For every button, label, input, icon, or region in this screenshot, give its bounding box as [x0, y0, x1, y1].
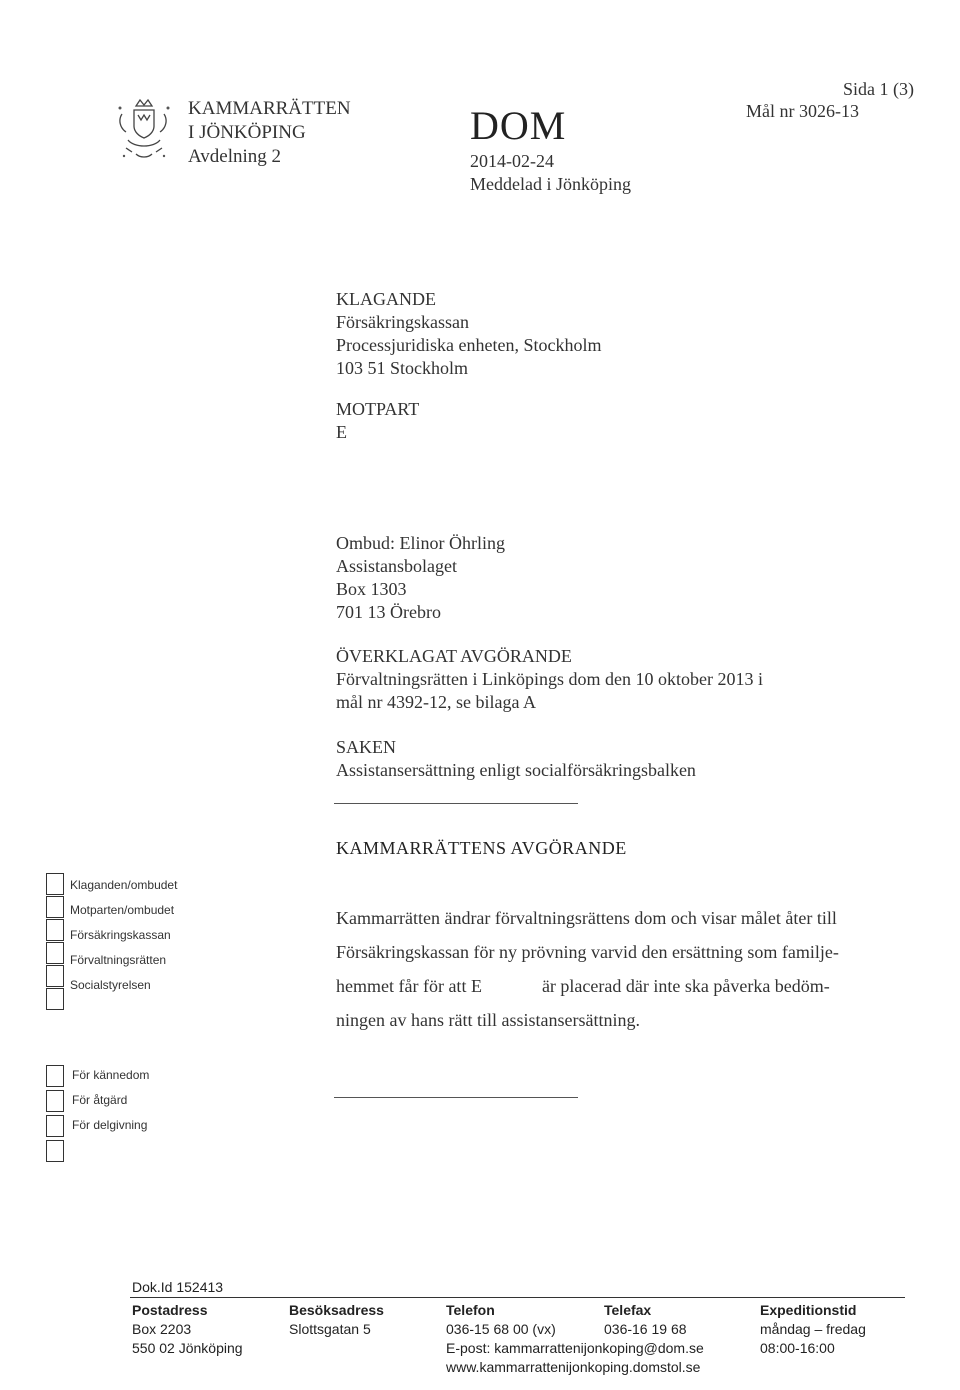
distribution-label: Socialstyrelsen — [70, 978, 151, 992]
divider-line — [334, 1097, 578, 1098]
ombud-line: Ombud: Elinor Öhrling — [336, 533, 505, 553]
saken-section — [336, 736, 696, 782]
checkbox-empty[interactable] — [46, 988, 64, 1010]
expeditionstid-line: måndag – fredag — [760, 1321, 866, 1337]
checkbox-klaganden[interactable] — [46, 873, 64, 895]
distribution-label: För kännedom — [72, 1068, 150, 1082]
footer-telefax — [604, 1301, 687, 1339]
footer-postadress — [132, 1301, 243, 1358]
distribution-label: Förvaltningsrätten — [70, 953, 167, 967]
distribution-label: Försäkringskassan — [70, 928, 171, 942]
avgorande-line: ningen av hans rätt till assistansersättning. — [336, 1010, 640, 1030]
overklagat-heading: ÖVERKLAGAT AVGÖRANDE — [336, 646, 572, 666]
motpart-name: E — [336, 422, 347, 442]
expeditionstid-line: 08:00-16:00 — [760, 1340, 835, 1356]
distribution-label: För åtgärd — [72, 1093, 128, 1107]
ombud-line: 701 13 Örebro — [336, 602, 441, 622]
document-id: Dok.Id 152413 — [132, 1279, 224, 1295]
checkbox-for-atgard[interactable] — [46, 1090, 64, 1112]
case-number: Mål nr 3026-13 — [746, 101, 859, 121]
court-name-line2: I JÖNKÖPING — [188, 122, 306, 143]
besoksadress-line: Slottsgatan 5 — [289, 1321, 371, 1337]
checkbox-forvaltningsratten[interactable] — [46, 942, 64, 964]
court-name-line1: KAMMARRÄTTEN — [188, 98, 351, 119]
klagande-heading: KLAGANDE — [336, 289, 436, 309]
saken-heading: SAKEN — [336, 737, 397, 757]
telefon-label: Telefon — [446, 1302, 495, 1318]
footer-expeditionstid — [760, 1301, 866, 1358]
avgorande-line: Kammarrätten ändrar förvaltningsrättens dom och visar målet åter till — [336, 908, 837, 928]
website-link[interactable]: www.kammarrattenijonkoping.domstol.se — [446, 1359, 701, 1375]
checkbox-for-delgivning[interactable] — [46, 1115, 64, 1137]
postadress-label: Postadress — [132, 1302, 208, 1318]
klagande-line: 103 51 Stockholm — [336, 358, 469, 378]
telefax-label: Telefax — [604, 1302, 652, 1318]
ombud-line: Box 1303 — [336, 579, 407, 599]
court-division: Avdelning 2 — [188, 146, 282, 167]
footer-divider — [130, 1297, 905, 1298]
checkbox-for-kannedom[interactable] — [46, 1065, 64, 1087]
divider-line — [334, 803, 578, 804]
saken-text: Assistansersättning enligt socialförsäkringsbalken — [336, 760, 696, 780]
postadress-line: Box 2203 — [132, 1321, 192, 1337]
overklagat-line: mål nr 4392-12, se bilaga A — [336, 692, 536, 712]
judgment-date: 2014-02-24 — [470, 151, 554, 171]
postadress-line: 550 02 Jönköping — [132, 1340, 243, 1356]
overklagat-line: Förvaltningsrätten i Linköpings dom den 10 oktober 2013 i — [336, 669, 763, 689]
distribution-label: För delgivning — [72, 1118, 148, 1132]
avgorande-line — [336, 969, 839, 1003]
email-link[interactable]: E-post: kammarrattenijonkoping@dom.se — [446, 1340, 704, 1356]
klagande-line: Försäkringskassan — [336, 312, 469, 332]
motpart-heading: MOTPART — [336, 399, 420, 419]
checkbox-forsakringskassan[interactable] — [46, 919, 64, 941]
klagande-line: Processjuridiska enheten, Stockholm — [336, 335, 602, 355]
page-number: Sida 1 (3) — [843, 79, 914, 99]
ombud-line: Assistansbolaget — [336, 556, 457, 576]
telefon-number: 036-15 68 00 (vx) — [446, 1321, 556, 1337]
checkbox-socialstyrelsen[interactable] — [46, 965, 64, 987]
avgorande-text — [336, 901, 839, 1037]
avgorande-line-part: hemmet får för att E — [336, 976, 482, 996]
checkbox-empty[interactable] — [46, 1140, 64, 1162]
avgorande-line: Försäkringskassan för ny prövning varvid den ersättning som familje- — [336, 942, 839, 962]
distribution-label: Klaganden/ombudet — [70, 878, 178, 892]
footer-besoksadress — [289, 1301, 384, 1339]
court-crest-logo — [112, 96, 178, 166]
motpart-section — [336, 398, 419, 444]
checkbox-motparten[interactable] — [46, 896, 64, 918]
besoksadress-label: Besöksadress — [289, 1302, 384, 1318]
overklagat-section — [336, 645, 763, 714]
avgorande-heading: KAMMARRÄTTENS AVGÖRANDE — [336, 838, 627, 858]
judgment-place: Meddelad i Jönköping — [470, 174, 631, 194]
document-type-title: DOM — [470, 103, 567, 148]
distribution-label: Motparten/ombudet — [70, 903, 175, 917]
telefax-number: 036-16 19 68 — [604, 1321, 687, 1337]
ombud-section — [336, 532, 505, 624]
avgorande-line-part: är placerad där inte ska påverka bedöm- — [541, 976, 830, 996]
klagande-section — [336, 288, 601, 380]
expeditionstid-label: Expeditionstid — [760, 1302, 857, 1318]
